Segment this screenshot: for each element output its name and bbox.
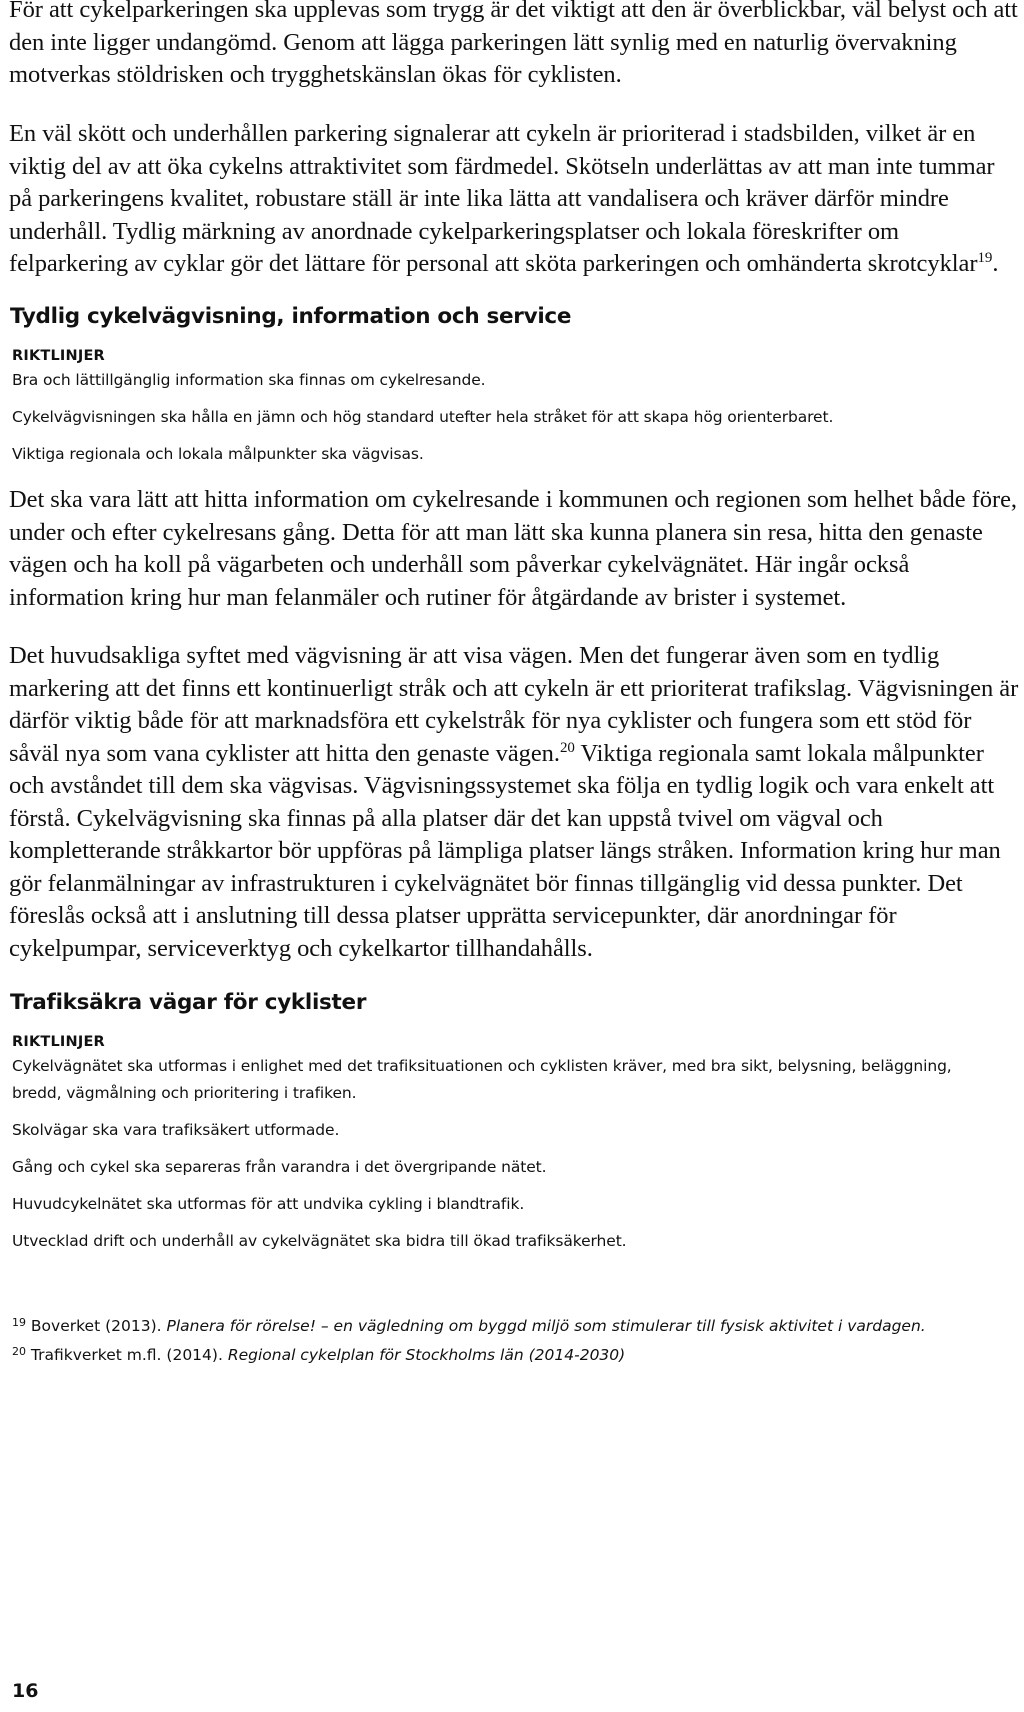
footnote-text: Trafikverket m.fl. (2014). (26, 1346, 228, 1364)
section-1-paragraph-2-text-b: Viktiga regionala samt lokala målpunkter och avståndet till dem ska vägvisas. Vägvisningssystemet ska följa en tydlig logik och vara enkelt att förstå. Cykelvägvisning ska finnas på alla platser där det kan uppstå tvivel om vägval och kompletterande stråkkartor bör uppföras på lämpliga platser längs stråken. Information kring hur man gör felanmälningar av infrastrukturen i cykelvägnätet bör finnas tillgänglig vid dessa punkter. Det föreslås också att i anslutning till dessa platser upprätta servicepunkter, där anordningar för cykelpumpar, serviceverktyg och cykelkartor tillhandahålls. (9, 739, 1001, 962)
section-1-paragraph-2 (9, 640, 1023, 965)
footnote-20 (12, 1342, 1022, 1369)
footnote-text: Boverket (2013). (26, 1317, 167, 1335)
guidelines-label: RIKTLINJER (12, 1034, 105, 1050)
guideline-item: Bra och lättillgänglig information ska finnas om cykelresande. (12, 371, 486, 389)
guideline-item: Viktiga regionala och lokala målpunkter ska vägvisas. (12, 445, 424, 463)
section-heading-trafiksakra: Trafiksäkra vägar för cyklister (10, 990, 367, 1015)
intro-paragraph-2-end: . (992, 250, 999, 277)
page-number: 16 (12, 1680, 39, 1702)
guideline-item: Cykelvägnätet ska utformas i enlighet med det trafiksituationen och cyklisten kräver, med bra sikt, belysning, beläggning, bredd, vägmålning och prioritering i trafiken. (12, 1057, 952, 1102)
guidelines-label: RIKTLINJER (12, 348, 105, 364)
guideline-item: Utvecklad drift och underhåll av cykelvägnätet ska bidra till ökad trafiksäkerhet. (12, 1232, 627, 1250)
footnote-title: Planera för rörelse! – en vägledning om byggd miljö som stimulerar till fysisk aktivitet i vardagen. (166, 1317, 926, 1335)
section-heading-vagvisning: Tydlig cykelvägvisning, information och service (10, 304, 572, 329)
footnote-number: 19 (12, 1316, 26, 1329)
footnote-title: Regional cykelplan för Stockholms län (2014-2030) (227, 1346, 626, 1364)
footnote-ref-19[interactable]: 19 (977, 250, 993, 266)
guideline-item: Gång och cykel ska separeras från varandra i det övergripande nätet. (12, 1158, 547, 1176)
footnote-ref-20[interactable]: 20 (559, 739, 575, 756)
guideline-item: Skolvägar ska vara trafiksäkert utformade. (12, 1121, 340, 1139)
intro-paragraph-1-text: För att cykelparkeringen ska upplevas som trygg är det viktigt att den är överblickbar, väl belyst och att den inte ligger undangömd. Genom att lägga parkeringen lätt synlig med en naturlig övervakning motverkas stöldrisken och trygghetskänslan ökas för cyklisten. (9, 0, 1018, 88)
section-1-paragraph-2-text-a: Det huvudsakliga syftet med vägvisning är att visa vägen. Men det fungerar även som en tydlig markering att det finns ett kontinuerligt stråk och att cykeln är ett prioriterat trafikslag. Vägvisningen är därför viktig både för att marknadsföra ett cykelstråk för nya cyklister och fungera som ett stöd för såväl nya som vana cyklister att hitta den genaste vägen. (9, 642, 1019, 767)
intro-paragraph-2 (9, 118, 1023, 281)
intro-paragraph-2-text: En väl skött och underhållen parkering signalerar att cykeln är prioriterad i stadsbilden, vilket är en viktig del av att öka cykelns attraktivitet som färdmedel. Skötseln underlättas av att man inte tummar på parkeringens kvalitet, robustare ställ är inte lika lätta att vandalisera och kräver därför mindre underhåll. Tydlig märkning av anordnade cykelparkeringsplatser och lokala föreskrifter om felparkering av cyklar gör det lättare för personal att sköta parkeringen och omhänderta skrotcyklar (9, 120, 995, 277)
footnote-number: 20 (12, 1345, 26, 1358)
footnote-19 (12, 1313, 1022, 1340)
section-1-paragraph-1-text: Det ska vara lätt att hitta information om cykelresande i kommunen och regionen som helhet både före, under och efter cykelresans gång. Detta för att man lätt ska kunna planera sin resa, hitta den genaste vägen och ha koll på vägarbeten och underhåll som påverkar cykelvägnätet. Här ingår också information kring hur man felanmäler och rutiner för åtgärdande av brister i systemet. (9, 486, 1017, 611)
intro-paragraph-1 (9, 0, 1023, 92)
guideline-item: Huvudcykelnätet ska utformas för att undvika cykling i blandtrafik. (12, 1195, 525, 1213)
section-1-paragraph-1 (9, 484, 1023, 614)
guideline-item: Cykelvägvisningen ska hålla en jämn och hög standard utefter hela stråket för att skapa hög orienterbaret. (12, 408, 834, 426)
